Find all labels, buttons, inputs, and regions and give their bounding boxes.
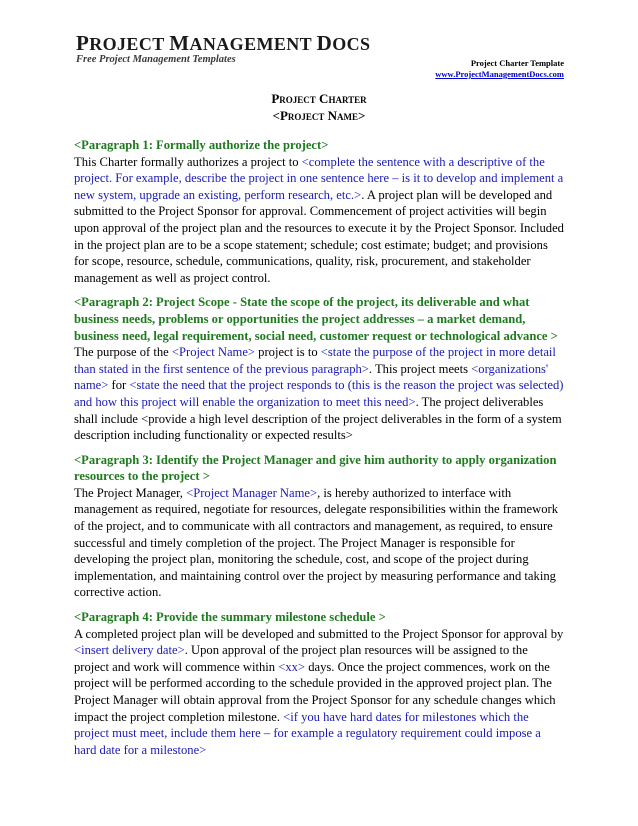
body-text: . The project deliverables shall include <provide a high level description of the project deliverables in the form of a system description including functionality or expected results> [74, 394, 562, 443]
paragraph-heading: <Paragraph 2: Project Scope - State the scope of the project, its deliverable and what business needs, problems or opportunities the project addresses – a market demand, business need, legal requirement, social need, customer request or technological advance > [74, 295, 558, 343]
title-line-1: Project Charter [271, 91, 367, 106]
paragraph-text [74, 344, 564, 444]
body-text: project is to [255, 345, 321, 360]
logo-text-roject: ROJECT [89, 34, 170, 54]
paragraph-heading: <Paragraph 4: Provide the summary milestone schedule > [74, 610, 386, 625]
paragraph-heading: <Paragraph 3: Identify the Project Manager and give him authority to apply organization resources to the project > [74, 452, 557, 484]
template-name: Project Charter Template [470, 58, 564, 68]
logo-wordmark [76, 31, 371, 55]
body-text: . This project meets [368, 361, 472, 376]
title-line-2: <Project Name> [272, 108, 366, 123]
placeholder-text: <state the purpose of the project in more detail than stated in the first sentence of the previous paragraph> [74, 345, 556, 376]
paragraph-heading: <Paragraph 1: Formally authorize the project> [74, 138, 329, 152]
document-title [0, 90, 638, 124]
paragraph-text [74, 154, 564, 287]
logo-tagline: Free Project Management Templates [76, 54, 236, 65]
placeholder-text: <state the need that the project responds to (this is the reason the project was selected) and how this project will enable the organization to meet this need> [74, 378, 564, 409]
placeholder-text: <Project Manager Name> [186, 485, 318, 500]
logo-text-anagement: ANAGEMENT [189, 34, 317, 54]
logo-text-ocs: OCS [332, 34, 371, 54]
website-link[interactable]: www.ProjectManagementDocs.com [435, 69, 564, 79]
project-management-docs-logo [76, 31, 371, 66]
logo-letter-m: M [169, 31, 190, 55]
paragraph-1 [74, 137, 564, 286]
paragraph-3 [74, 452, 564, 601]
paragraph-text [74, 485, 564, 601]
body-text: The purpose of the [74, 345, 172, 360]
placeholder-text: <if you have hard dates for milestones which the project must meet, include them here – for example a regulatory requirement could impose a hard date for a milestone> [74, 709, 541, 757]
paragraph-2 [74, 294, 564, 443]
document-body [74, 137, 564, 766]
placeholder-text: <Project Name> [171, 345, 256, 360]
body-text: . Upon approval of the project plan resources will be assigned to the project and work will commence within [74, 643, 528, 674]
header-info [435, 58, 564, 80]
body-text: , is hereby authorized to interface with management as required, negotiate for resources, delegate responsibilities within the framework of the project, and to communicate with all contractors and management, as required, to ensure successful and timely completion of the project. The Project Manager is responsible for developing the project plan, monitoring the schedule, cost, and scope of the project during implementation, and maintaining control over the project by measuring performance and taking corrective action. [74, 485, 558, 600]
body-text: days. Once the project commences, work on the project will be performed according to the schedule provided in the approved project plan. The Project Manager will obtain approval from the Project Sponsor for any schedule changes which impact the project completion milestone. [74, 659, 556, 724]
placeholder-text: <insert delivery date> [74, 643, 185, 658]
logo-letter-p: P [76, 31, 90, 55]
placeholder-text: <complete the sentence with a descriptive of the project. For example, describe the project in one sentence here – is it to develop and implement a new system, upgrade an existing, perform research, etc.> [74, 154, 564, 202]
body-text: The Project Manager, [74, 485, 187, 500]
body-text: A completed project plan will be developed and submitted to the Project Sponsor for approval by [74, 626, 564, 641]
body-text: This Charter formally authorizes a project to [74, 154, 302, 169]
paragraph-text [74, 626, 564, 759]
paragraph-4 [74, 609, 564, 758]
placeholder-text: <organizations' name> [74, 361, 549, 393]
body-text: for [108, 378, 130, 393]
body-text: . A project plan will be developed and submitted to the Project Sponsor for approval. Commencement of project activities will begin upon approval of the project plan and the resources to execute it by the Project Sponsor. Included in the project plan are to be a scope statement; schedule; cost estimate; budget; and provisions for scope, resource, schedule, communications, quality, risk, procurement, and stakeholder management as well as project control. [74, 187, 564, 285]
placeholder-text: <xx> [278, 659, 306, 674]
logo-letter-d: D [316, 31, 333, 55]
